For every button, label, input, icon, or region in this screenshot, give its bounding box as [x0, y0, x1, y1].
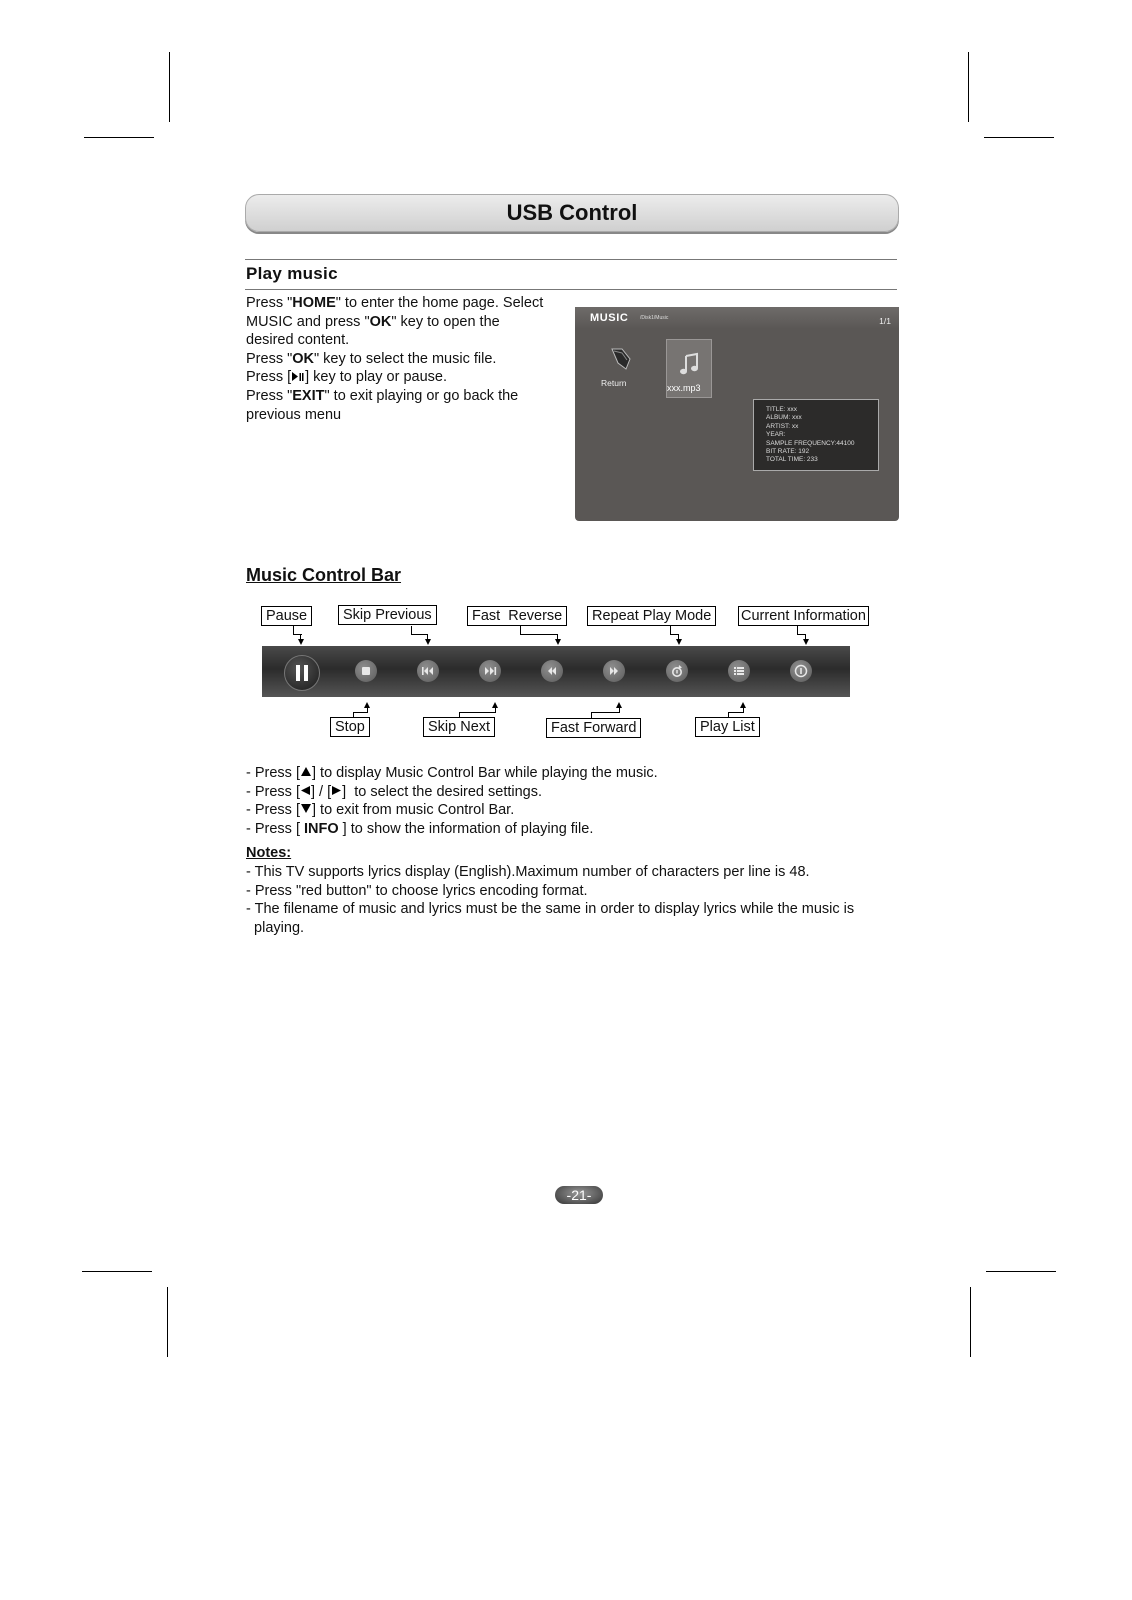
crop-mark — [169, 52, 170, 122]
page-title: USB Control — [245, 194, 899, 232]
text-line: Press "EXIT" to exit playing or go back the — [246, 387, 519, 404]
leader-arrow — [425, 639, 431, 645]
fast-reverse-icon — [541, 660, 563, 682]
pause-icon — [285, 656, 319, 690]
text-line: Press [ ] key to play or pause. — [246, 369, 447, 386]
crop-mark — [986, 1271, 1056, 1272]
playlist-icon — [728, 660, 750, 682]
instruction-line: - Press [ ] / [ ] to select the desired settings. — [246, 783, 543, 800]
info-line: ALBUM: xxx — [766, 414, 802, 422]
info-line: ARTIST: xx — [766, 422, 799, 430]
fast-forward-button[interactable] — [603, 660, 625, 682]
skip-next-icon — [479, 660, 501, 682]
repeat-icon — [666, 660, 688, 682]
stop-button[interactable] — [355, 660, 377, 682]
divider — [245, 259, 897, 260]
label-fast-reverse: Fast Reverse — [467, 606, 567, 626]
notes-list — [246, 863, 854, 937]
control-bar-instructions — [246, 764, 658, 838]
right-arrow-icon — [331, 783, 342, 794]
return-icon[interactable] — [608, 345, 634, 376]
text-line: desired content. — [246, 332, 350, 349]
leader-arrow — [298, 639, 304, 645]
fast-reverse-button[interactable] — [541, 660, 563, 682]
skip-next-button[interactable] — [479, 660, 501, 682]
info-line: BIT RATE: 192 — [766, 448, 810, 456]
down-arrow-icon — [300, 801, 312, 812]
crop-mark — [84, 137, 154, 138]
label-skip-next: Skip Next — [423, 717, 495, 737]
crop-mark — [984, 137, 1054, 138]
crop-mark — [82, 1271, 152, 1272]
repeat-button[interactable] — [666, 660, 688, 682]
crop-mark — [167, 1287, 168, 1357]
music-control-bar — [262, 646, 850, 697]
instruction-line: - Press [ INFO ] to show the information of playing file. — [246, 820, 594, 837]
crop-mark — [968, 52, 969, 122]
play-pause-icon — [291, 369, 305, 380]
info-line: SAMPLE FREQUENCY:44100 — [766, 439, 855, 447]
notes-heading: Notes: — [246, 845, 292, 861]
skip-previous-button[interactable] — [417, 660, 439, 682]
divider — [245, 289, 897, 290]
left-arrow-icon — [300, 783, 311, 794]
label-fast-forward: Fast Forward — [546, 718, 641, 738]
file-label: xxx.mp3 — [667, 383, 701, 393]
text-line: Press "HOME" to enter the home page. Select — [246, 295, 544, 311]
screen-path: /Disk1/Music — [640, 315, 669, 321]
section-heading-control-bar: Music Control Bar — [246, 565, 402, 585]
leader-line — [411, 626, 428, 635]
stop-icon — [355, 660, 377, 682]
info-line: TITLE: xxx — [766, 406, 798, 413]
fast-forward-icon — [603, 660, 625, 682]
play-music-instructions — [246, 294, 576, 424]
crop-mark — [970, 1287, 971, 1357]
label-stop: Stop — [330, 717, 370, 737]
music-browser-screenshot — [575, 307, 899, 521]
note-line: playing. — [246, 919, 305, 936]
text-line: Press "OK" key to select the music file. — [246, 350, 497, 367]
info-line: YEAR: — [766, 431, 786, 439]
music-note-icon — [679, 352, 701, 376]
up-arrow-icon — [300, 764, 312, 775]
screen-page-indicator: 1/1 — [879, 316, 891, 326]
text-line: previous menu — [246, 406, 342, 423]
info-button[interactable] — [790, 660, 812, 682]
label-pause: Pause — [261, 606, 312, 626]
pause-button[interactable] — [284, 655, 320, 691]
label-current-information: Current Information — [738, 606, 869, 626]
leader-line — [520, 626, 558, 635]
screen-title: MUSIC — [590, 312, 629, 324]
section-heading-play-music: Play music — [246, 264, 338, 283]
skip-previous-icon — [417, 660, 439, 682]
leader-arrow — [803, 639, 809, 645]
leader-arrow — [676, 639, 682, 645]
note-line: - Press "red button" to choose lyrics encoding format. — [246, 882, 588, 899]
leader-arrow — [555, 639, 561, 645]
return-label: Return — [601, 378, 627, 388]
info-line: TOTAL TIME: 233 — [766, 456, 818, 464]
label-repeat-play-mode: Repeat Play Mode — [587, 606, 716, 626]
file-info-panel — [753, 399, 879, 471]
page-number: -21- — [555, 1186, 603, 1204]
label-play-list: Play List — [695, 717, 760, 737]
note-line: - The filename of music and lyrics must be the same in order to display lyrics while the music is — [246, 901, 855, 918]
note-line: - This TV supports lyrics display (English).Maximum number of characters per line is 48. — [246, 864, 810, 880]
playlist-button[interactable] — [728, 660, 750, 682]
instruction-line: - Press [ ] to display Music Control Bar while playing the music. — [246, 765, 658, 781]
info-icon — [790, 660, 812, 682]
text-line: MUSIC and press "OK" key to open the — [246, 313, 500, 330]
label-skip-previous: Skip Previous — [338, 605, 437, 625]
instruction-line: - Press [ ] to exit from music Control Bar. — [246, 802, 515, 819]
